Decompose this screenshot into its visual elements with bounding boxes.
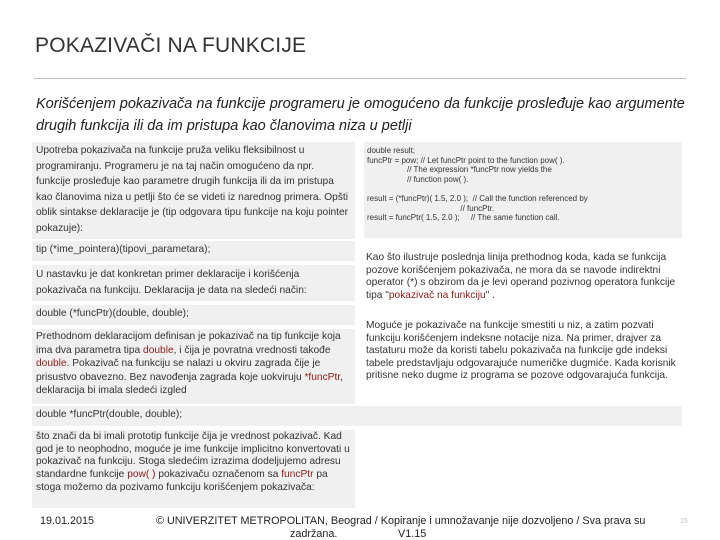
declaration-line: double (*funcPtr)(double, double); xyxy=(36,308,189,319)
keyword-pow: pow( ) xyxy=(127,469,156,481)
footer-copyright-cont: zadržana. xyxy=(290,528,338,540)
bottom-box xyxy=(32,430,355,508)
alt-declaration-box xyxy=(32,406,682,426)
bottom-part-3: pa stoga možemo da pozivamo funkciju korišćenjem pokazivača: xyxy=(36,469,328,493)
code-block xyxy=(364,142,682,227)
keyword-function-pointer: pokazivač na funkciju xyxy=(388,289,486,301)
bottom-part-2: pokazivaču označenom sa xyxy=(155,469,282,481)
page-number: 15 xyxy=(680,518,688,525)
code-box xyxy=(364,142,682,238)
keyword-funcptr: funcPtr xyxy=(281,469,314,481)
syntax-box xyxy=(32,241,355,261)
alt-declaration-line: double *funcPtr(double, double); xyxy=(36,409,183,420)
explain-part-3: . Pokazivač na funkciju se nalazi u okviru zagrada čije je prisustvo obavezno. Bez navođenja zagrada koje uokviruju xyxy=(36,358,321,383)
bottom-part-1: što znači da bi imali prototip funkcije čija je vrednost pokazivač. Kad god je to neophodno, moguće je ime funkcije implicitno konvertovati u pokazivač na funkciju. Stoga sledećim izrazima dodeljujemo adresu standardne funkcije xyxy=(36,431,350,481)
footer-copyright: © UNIVERZITET METROPOLITAN, Beograd / Kopiranje i umnožavanje nije dozvoljeno / Sva prava su xyxy=(156,515,646,527)
footer-version: V1.15 xyxy=(398,528,427,540)
explain-part-4: , deklaracija bi imala sledeći izgled xyxy=(36,371,343,396)
bottom-text xyxy=(32,430,355,496)
code-line: result = funcPtr( 1.5, 2.0 ); // The same function call. xyxy=(367,213,560,223)
code-line: // funcPtr. xyxy=(367,203,495,213)
code-line: result = (*funcPtr)( 1.5, 2.0 ); // Call the function referenced by xyxy=(367,193,588,203)
pointer-call-part-1: Kao što ilustruje poslednja linija prethodnog koda, kada se funkcija pozove korišćenjem pokazivača, ne mora da se navode indirektni operator (*) s obzirom da je levi operand pozivnog operatora funkcije tipa " xyxy=(366,252,676,301)
code-line: double result; xyxy=(367,146,416,155)
code-line: funcPtr = pow; // Let funcPtr point to the function pow( ). xyxy=(367,155,565,165)
explain-part-2: , i čija je povratna vrednosti takođe xyxy=(173,344,331,356)
explain-box xyxy=(32,329,355,404)
code-line xyxy=(367,184,679,194)
explain-text xyxy=(32,329,355,399)
continue-box xyxy=(32,265,355,301)
code-line: // function pow( ). xyxy=(367,174,469,184)
code-line: // The expression *funcPtr now yields the xyxy=(367,165,552,175)
keyword-funcptr: *funcPtr xyxy=(304,371,341,383)
slide-title: POKAZIVAČI NA FUNKCIJE xyxy=(35,34,307,57)
intro-box xyxy=(32,142,355,239)
continue-text: U nastavku je dat konkretan primer deklaracije i korišćenja pokazivača na funkciju. Deklaracija je data na sledeći način: xyxy=(36,269,307,296)
slide-subtitle: Korišćenjem pokazivača na funkcije programeru je omogućeno da funkcije prosleđuje kao argumente drugih funkcija ili da im pristupa kao članovima niza u petlji xyxy=(36,96,685,134)
keyword-double: double xyxy=(36,358,67,369)
keyword-double: double xyxy=(143,344,174,356)
declaration-box xyxy=(32,305,355,325)
explain-part-1: Prethodnom deklaracijom definisan je pokazivač na tip funkcije koja ima dva parametra tipa xyxy=(36,331,341,356)
pointer-call-part-2: " . xyxy=(485,289,495,301)
array-paragraph: Moguće je pokazivače na funkcije smestiti u niz, a zatim pozvati funkciju korišćenjem indeksne notacije niza. Na primer, drajver za tastaturu može da koristi tabelu pokazivača na funkcije gde indeksi tabele predstavljaju odgovarajuće numeričke dugmiće. Kada korisnik pritisne neko dugme iz programa se pozove odgovarajuća funkcija. xyxy=(366,320,676,381)
syntax-line: tip (*ime_pointera)(tipovi_parametara); xyxy=(36,244,211,255)
intro-text: Upotreba pokazivača na funkcije pruža veliku fleksibilnost u programiranju. Programeru je na taj način omogućeno da npr. funkcije prosleđuje kao parametre drugih funkcija ili da im pristupa kao članovima niza u petlji što će se videti iz narednog primera. Opšti oblik sintakse deklaracije je (tip odgovara tipu funkcije na koju pointer pokazuje): xyxy=(36,145,349,234)
footer-date: 19.01.2015 xyxy=(40,515,95,527)
pointer-call-paragraph xyxy=(366,252,682,302)
title-divider xyxy=(34,78,686,79)
